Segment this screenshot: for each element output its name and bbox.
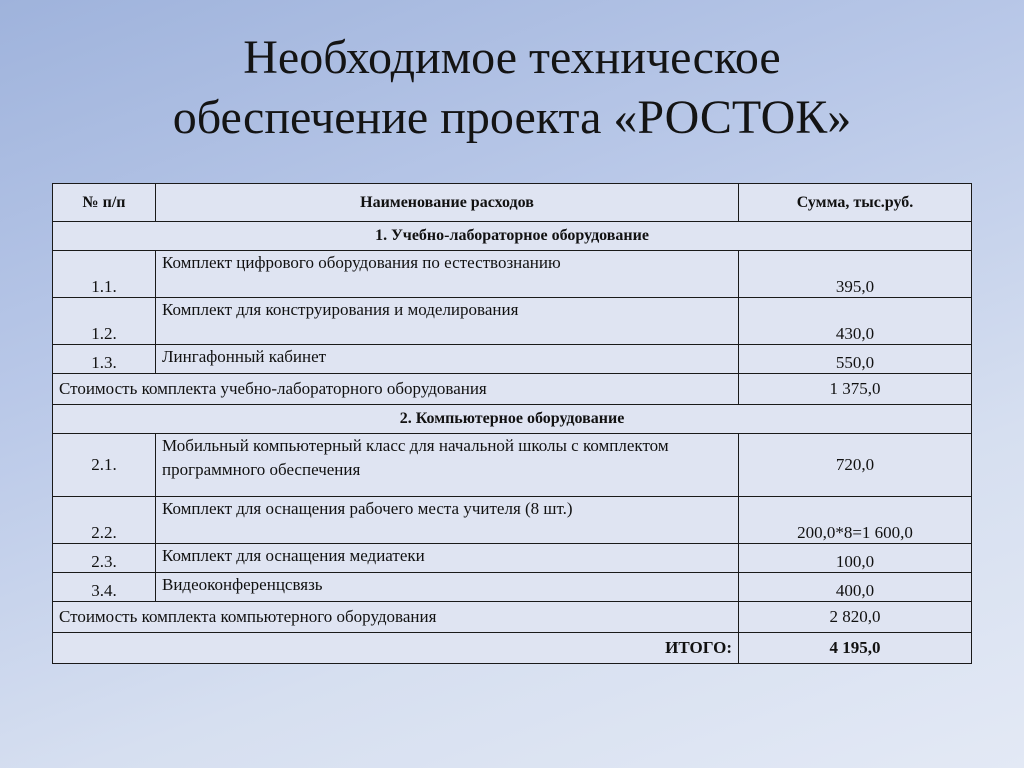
row-num: 1.2. xyxy=(53,298,156,345)
table-row xyxy=(53,251,972,298)
subtotal-label-lab: Стоимость комплекта учебно-лабораторного оборудования xyxy=(53,374,739,405)
row-num: 3.4. xyxy=(53,573,156,602)
row-sum: 430,0 xyxy=(739,298,972,345)
header-num: № п/п xyxy=(53,184,156,222)
total-sum: 4 195,0 xyxy=(739,633,972,664)
row-name: Лингафонный кабинет xyxy=(156,345,739,374)
header-sum: Сумма, тыс.руб. xyxy=(739,184,972,222)
subtotal-sum-lab: 1 375,0 xyxy=(739,374,972,405)
section-row xyxy=(53,222,972,251)
subtotal-label-computer: Стоимость комплекта компьютерного оборудования xyxy=(53,602,739,633)
row-sum: 550,0 xyxy=(739,345,972,374)
costs-table xyxy=(52,183,972,664)
row-name: Видеоконференцсвязь xyxy=(156,573,739,602)
row-num: 1.3. xyxy=(53,345,156,374)
row-sum: 395,0 xyxy=(739,251,972,298)
row-name: Комплект для конструирования и моделирования xyxy=(156,298,739,345)
table-row xyxy=(53,434,972,497)
total-label: ИТОГО: xyxy=(53,633,739,664)
row-name: Мобильный компьютерный класс для начальной школы с комплектом программного обеспечения xyxy=(156,434,739,497)
row-name: Комплект цифрового оборудования по естествознанию xyxy=(156,251,739,298)
section-title-computer: 2. Компьютерное оборудование xyxy=(53,405,972,434)
subtotal-row xyxy=(53,602,972,633)
row-num: 1.1. xyxy=(53,251,156,298)
row-name: Комплект для оснащения медиатеки xyxy=(156,544,739,573)
table-row xyxy=(53,544,972,573)
slide-title xyxy=(0,28,1024,148)
row-name: Комплект для оснащения рабочего места учителя (8 шт.) xyxy=(156,497,739,544)
table-row xyxy=(53,573,972,602)
slide-title-line-2: обеспечение проекта «РОСТОК» xyxy=(172,91,852,144)
header-name: Наименование расходов xyxy=(156,184,739,222)
table-row xyxy=(53,345,972,374)
row-sum: 400,0 xyxy=(739,573,972,602)
row-sum: 720,0 xyxy=(739,434,972,497)
subtotal-sum-computer: 2 820,0 xyxy=(739,602,972,633)
section-title-lab: 1. Учебно-лабораторное оборудование xyxy=(53,222,972,251)
row-num: 2.3. xyxy=(53,544,156,573)
subtotal-row xyxy=(53,374,972,405)
total-row xyxy=(53,633,972,664)
row-sum: 100,0 xyxy=(739,544,972,573)
row-num: 2.2. xyxy=(53,497,156,544)
table-row xyxy=(53,298,972,345)
row-num: 2.1. xyxy=(53,434,156,497)
row-sum: 200,0*8=1 600,0 xyxy=(739,497,972,544)
slide-title-line-1: Необходимое техническое xyxy=(243,31,781,84)
table-row xyxy=(53,497,972,544)
table-header-row xyxy=(53,184,972,222)
section-row xyxy=(53,405,972,434)
